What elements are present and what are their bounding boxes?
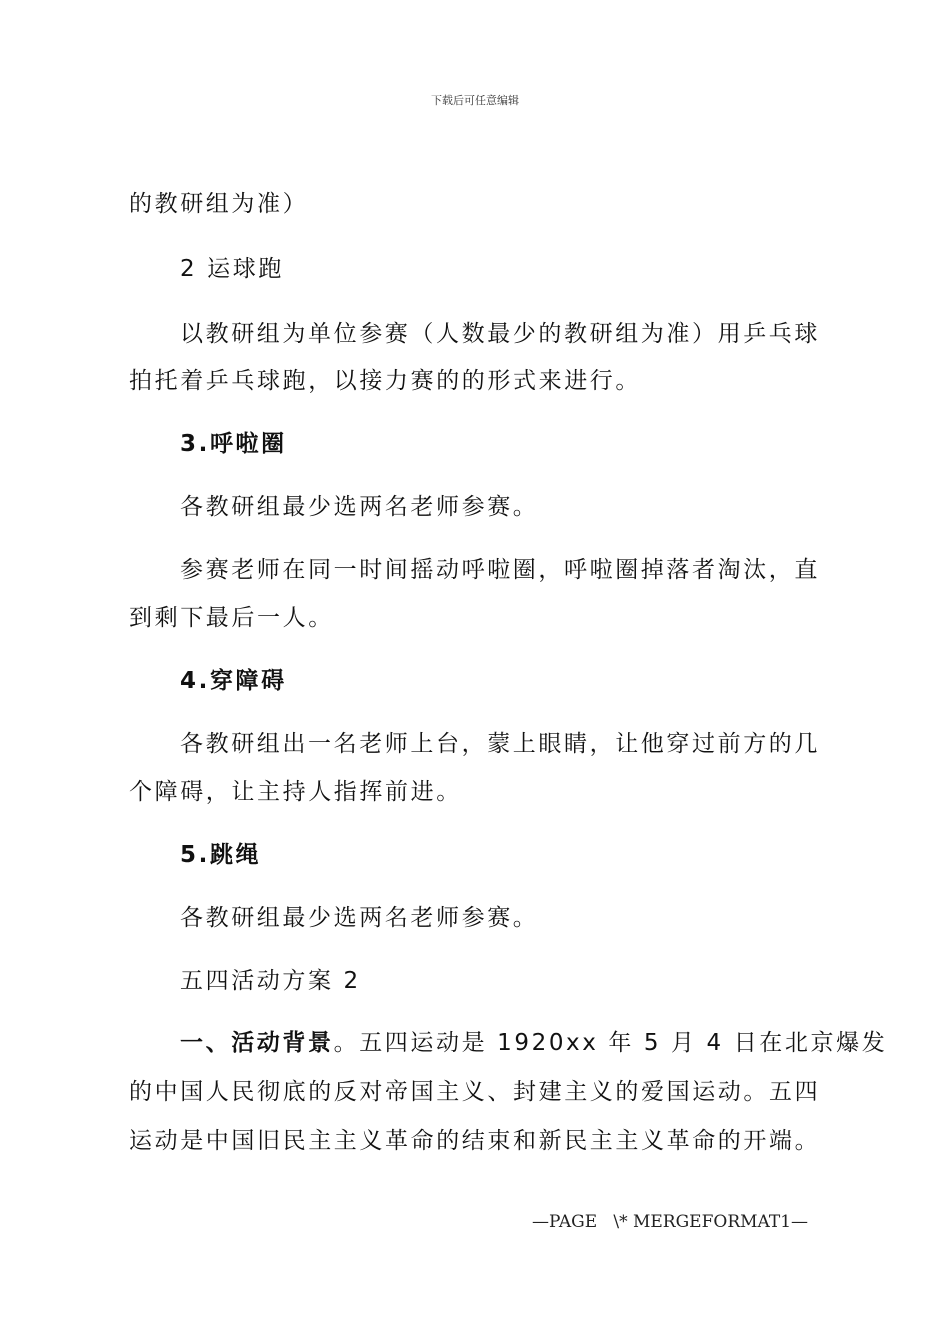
section-heading: 3.呼啦圈 — [180, 431, 287, 457]
paragraph-line: 个障碍，让主持人指挥前进。 — [129, 779, 462, 805]
page-footer: —PAGE \* MERGEFORMAT1— — [532, 1212, 809, 1232]
paragraph-line: 各教研组出一名老师上台，蒙上眼睛，让他穿过前方的几 — [180, 731, 820, 757]
paragraph-text: 。五四运动是 1920xx 年 5 月 4 日在北京爆发 — [333, 1030, 888, 1056]
section-title: 2 运球跑 — [180, 256, 284, 282]
paragraph-line: 各教研组最少选两名老师参赛。 — [180, 494, 539, 520]
paragraph-line: 参赛老师在同一时间摇动呼啦圈，呼啦圈掉落者淘汰，直 — [180, 557, 820, 583]
paragraph-line — [180, 1022, 888, 1064]
paragraph-line: 的教研组为准） — [129, 191, 309, 217]
paragraph-line: 的中国人民彻底的反对帝国主义、封建主义的爱国运动。五四 — [129, 1079, 821, 1105]
paragraph-line: 以教研组为单位参赛（人数最少的教研组为准）用乒乓球 — [180, 321, 820, 347]
section-title: 五四活动方案 2 — [180, 968, 361, 994]
page-header: 下载后可任意编辑 — [431, 94, 519, 107]
bold-lead: 一、活动背景 — [180, 1030, 334, 1056]
paragraph-line: 拍托着乒乓球跑，以接力赛的的形式来进行。 — [129, 368, 641, 394]
section-heading: 4.穿障碍 — [180, 668, 287, 694]
paragraph-line: 到剩下最后一人。 — [129, 605, 334, 631]
paragraph-line: 各教研组最少选两名老师参赛。 — [180, 905, 539, 931]
section-heading: 5.跳绳 — [180, 842, 262, 868]
paragraph-line: 运动是中国旧民主主义革命的结束和新民主主义革命的开端。 — [129, 1128, 821, 1154]
